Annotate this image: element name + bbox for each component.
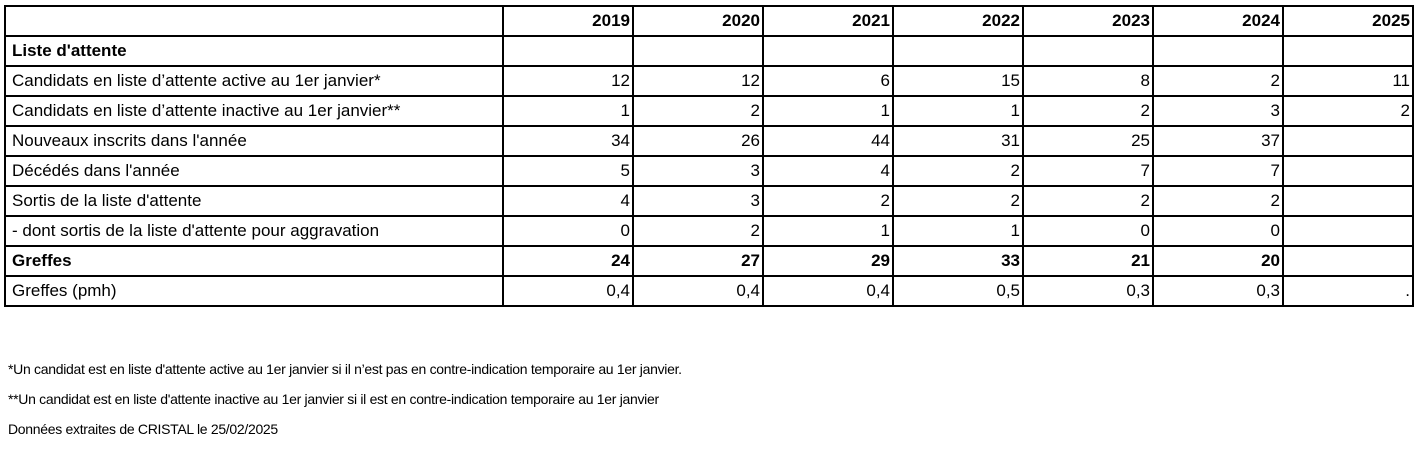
value-cell-2024: 2 <box>1153 66 1283 96</box>
value-cell-2021: 0,4 <box>763 276 893 306</box>
value-cell-2023 <box>1023 36 1153 66</box>
value-cell-2019: 12 <box>503 66 633 96</box>
value-cell-2021: 44 <box>763 126 893 156</box>
value-cell-2025 <box>1283 216 1413 246</box>
header-row <box>5 6 1413 36</box>
data-source-note: Données extraites de CRISTAL le 25/02/2025 <box>8 421 278 437</box>
value-cell-2024 <box>1153 36 1283 66</box>
table-row <box>5 186 1413 216</box>
table-row <box>5 36 1413 66</box>
value-cell-2022: 15 <box>893 66 1023 96</box>
value-cell-2023: 2 <box>1023 96 1153 126</box>
value-cell-2024: 3 <box>1153 96 1283 126</box>
table-row <box>5 126 1413 156</box>
value-cell-2020: 2 <box>633 216 763 246</box>
value-cell-2025 <box>1283 186 1413 216</box>
value-cell-2025 <box>1283 246 1413 276</box>
value-cell-2019: 4 <box>503 186 633 216</box>
table-row <box>5 156 1413 186</box>
value-cell-2022: 33 <box>893 246 1023 276</box>
value-cell-2020 <box>633 36 763 66</box>
value-cell-2020: 27 <box>633 246 763 276</box>
value-cell-2025 <box>1283 156 1413 186</box>
year-header-2024: 2024 <box>1153 6 1283 36</box>
value-cell-2022: 1 <box>893 96 1023 126</box>
value-cell-2024: 37 <box>1153 126 1283 156</box>
value-cell-2021: 1 <box>763 216 893 246</box>
table-row <box>5 216 1413 246</box>
value-cell-2024: 20 <box>1153 246 1283 276</box>
row-label: - dont sortis de la liste d'attente pour aggravation <box>5 216 503 246</box>
year-header-2025: 2025 <box>1283 6 1413 36</box>
value-cell-2025 <box>1283 126 1413 156</box>
value-cell-2021: 29 <box>763 246 893 276</box>
value-cell-2019: 24 <box>503 246 633 276</box>
table-body <box>5 36 1413 306</box>
table-row <box>5 246 1413 276</box>
value-cell-2024: 0 <box>1153 216 1283 246</box>
value-cell-2022: 2 <box>893 156 1023 186</box>
value-cell-2021: 4 <box>763 156 893 186</box>
value-cell-2023: 7 <box>1023 156 1153 186</box>
value-cell-2025 <box>1283 36 1413 66</box>
value-cell-2022: 1 <box>893 216 1023 246</box>
table-row <box>5 66 1413 96</box>
header-corner-cell <box>5 6 503 36</box>
value-cell-2021: 2 <box>763 186 893 216</box>
row-label: Candidats en liste d’attente inactive au 1er janvier** <box>5 96 503 126</box>
value-cell-2020: 0,4 <box>633 276 763 306</box>
year-header-2022: 2022 <box>893 6 1023 36</box>
row-label: Liste d'attente <box>5 36 503 66</box>
table-row <box>5 276 1413 306</box>
value-cell-2023: 0,3 <box>1023 276 1153 306</box>
row-label: Sortis de la liste d'attente <box>5 186 503 216</box>
row-label: Candidats en liste d’attente active au 1er janvier* <box>5 66 503 96</box>
value-cell-2020: 3 <box>633 156 763 186</box>
value-cell-2022: 0,5 <box>893 276 1023 306</box>
value-cell-2019 <box>503 36 633 66</box>
value-cell-2025: 11 <box>1283 66 1413 96</box>
waitlist-table <box>4 5 1414 307</box>
value-cell-2025: . <box>1283 276 1413 306</box>
value-cell-2023: 25 <box>1023 126 1153 156</box>
value-cell-2019: 0 <box>503 216 633 246</box>
year-header-2021: 2021 <box>763 6 893 36</box>
value-cell-2019: 0,4 <box>503 276 633 306</box>
value-cell-2021 <box>763 36 893 66</box>
value-cell-2023: 8 <box>1023 66 1153 96</box>
table-row <box>5 96 1413 126</box>
value-cell-2023: 21 <box>1023 246 1153 276</box>
value-cell-2020: 2 <box>633 96 763 126</box>
value-cell-2020: 26 <box>633 126 763 156</box>
value-cell-2024: 2 <box>1153 186 1283 216</box>
footnote-active: *Un candidat est en liste d'attente active au 1er janvier si il n’est pas en contre-indication temporaire au 1er janvier. <box>8 361 682 377</box>
value-cell-2023: 0 <box>1023 216 1153 246</box>
year-header-2023: 2023 <box>1023 6 1153 36</box>
row-label: Décédés dans l'année <box>5 156 503 186</box>
value-cell-2022: 31 <box>893 126 1023 156</box>
value-cell-2023: 2 <box>1023 186 1153 216</box>
value-cell-2022 <box>893 36 1023 66</box>
value-cell-2022: 2 <box>893 186 1023 216</box>
row-label: Greffes <box>5 246 503 276</box>
value-cell-2020: 12 <box>633 66 763 96</box>
year-header-2020: 2020 <box>633 6 763 36</box>
value-cell-2019: 5 <box>503 156 633 186</box>
value-cell-2025: 2 <box>1283 96 1413 126</box>
year-header-2019: 2019 <box>503 6 633 36</box>
value-cell-2019: 34 <box>503 126 633 156</box>
row-label: Greffes (pmh) <box>5 276 503 306</box>
footnotes <box>8 360 682 450</box>
value-cell-2020: 3 <box>633 186 763 216</box>
value-cell-2021: 1 <box>763 96 893 126</box>
value-cell-2024: 0,3 <box>1153 276 1283 306</box>
value-cell-2021: 6 <box>763 66 893 96</box>
footnote-inactive: **Un candidat est en liste d'attente inactive au 1er janvier si il est en contre-indication temporaire au 1er janvier <box>8 391 659 407</box>
value-cell-2024: 7 <box>1153 156 1283 186</box>
row-label: Nouveaux inscrits dans l'année <box>5 126 503 156</box>
value-cell-2019: 1 <box>503 96 633 126</box>
